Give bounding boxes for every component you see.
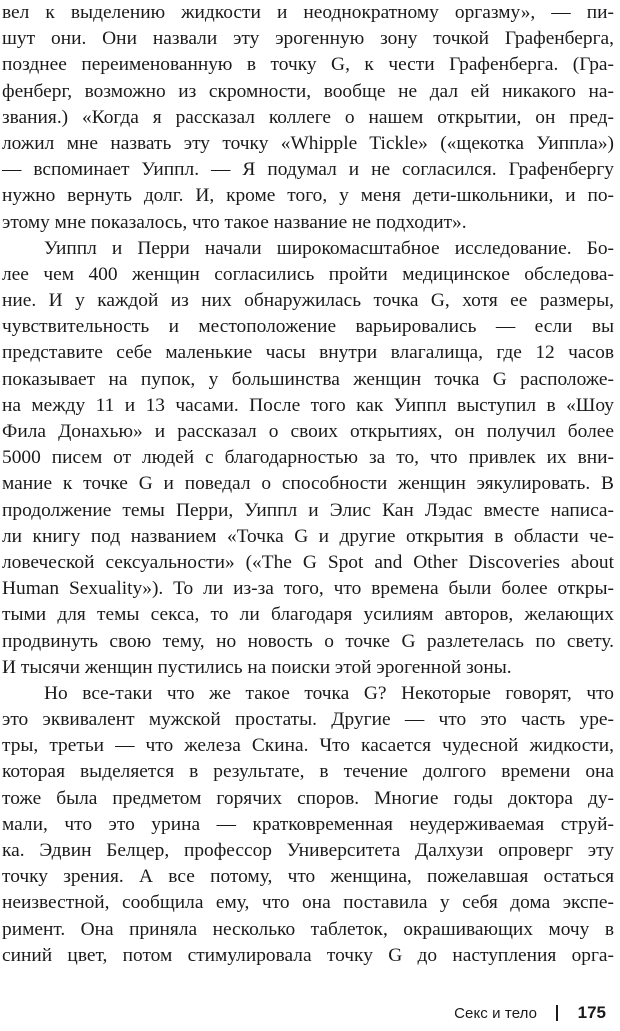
text-line: продвинуть свою тему, но новость о точке G разлетелась по свету. xyxy=(2,630,614,652)
text-line: — вспоминает Уиппл. — Я подумал и не согласился. Графенбергу xyxy=(2,159,614,181)
text-line: мание к точке G и поведал о способности женщин эякулировать. В xyxy=(2,473,614,495)
text-line: ли книгу под названием «Точка G и другие открытия в области че- xyxy=(2,525,614,547)
text-line: 5000 писем от людей с благодарностью за то, что привлек их вни- xyxy=(2,447,614,469)
text-line: представите себе маленькие часы внутри влагалища, где 12 часов xyxy=(2,342,614,364)
body-text xyxy=(2,0,614,969)
text-line: Human Sexuality»). То ли из-за того, что времена были более откры- xyxy=(2,578,614,600)
text-line: мали, что это урина — кратковременная неудерживаемая струй- xyxy=(2,813,614,835)
text-line: тоже была предметом горячих споров. Многие годы доктора ду- xyxy=(2,787,614,809)
text-line: продолжение темы Перри, Уиппл и Элис Кан Лэдас вместе написа- xyxy=(2,499,614,521)
text-line: показывает на пупок, у большинства женщин точка G расположе- xyxy=(2,368,614,390)
text-line: неизвестной, сообщила ему, что она поставила у себя дома экспе- xyxy=(2,892,614,914)
paragraph-first-line: Уиппл и Перри начали широкомасштабное исследование. Бо- xyxy=(44,237,614,259)
text-line: звания.) «Когда я рассказал коллеге о нашем открытии, он пред- xyxy=(2,106,614,128)
text-line: шут они. Они назвали эту эрогенную зону точкой Графенберга, xyxy=(2,28,614,50)
text-line: позднее переименованную в точку G, к чести Графенберга. (Гра- xyxy=(2,54,614,76)
page-footer xyxy=(454,1000,606,1026)
text-line: ловеческой сексуальности» («The G Spot and Other Discoveries about xyxy=(2,551,614,573)
text-line: римент. Она приняла несколько таблеток, окрашивающих мочу в xyxy=(2,918,614,940)
text-line: на между 11 и 13 часами. После того как Уиппл выступил в «Шоу xyxy=(2,394,614,416)
text-line: фенберг, возможно из скромности, вообще не дал ей никакого на- xyxy=(2,80,614,102)
page-number: 175 xyxy=(577,1003,606,1022)
text-line: тры, третьи — что железа Скина. Что касается чудесной жидкости, xyxy=(2,735,614,757)
running-head: Секс и тело xyxy=(454,1004,538,1022)
text-line: Фила Донахью» и рассказал о своих открытиях, он получил более xyxy=(2,421,614,442)
text-line: которая выделяется в результате, в течение долгого времени она xyxy=(2,761,614,783)
text-line: синий цвет, потом стимулировала точку G до наступления орга- xyxy=(2,944,614,966)
paragraph-first-line: Но все-таки что же такое точка G? Некоторые говорят, что xyxy=(44,682,614,704)
text-line: чувствительность и местоположение варьировались — если вы xyxy=(2,316,614,338)
text-line: И тысячи женщин пустились на поиски этой эрогенной зоны. xyxy=(2,656,512,678)
text-line: это эквивалент мужской простаты. Другие — что это часть уре- xyxy=(2,709,614,731)
text-line: ложил мне назвать эту точку «Whipple Tickle» («щекотка Уиппла») xyxy=(2,132,614,154)
text-line: ка. Эдвин Белцер, профессор Университета Далхузи опроверг эту xyxy=(2,840,614,861)
text-line: этому мне показалось, что такое название не подходит». xyxy=(2,211,467,233)
text-line: вел к выделению жидкости и неоднократному оргазму», — пи- xyxy=(2,2,614,23)
text-line: тыми для темы секса, то ли благодаря усилиям авторов, желающих xyxy=(2,604,614,626)
text-line: ние. И у каждой из них обнаружилась точка G, хотя ее размеры, xyxy=(2,290,614,312)
text-line: лее чем 400 женщин согласились пройти медицинское обследова- xyxy=(2,263,614,285)
text-line: точку зрения. А все потому, что женщина, пожелавшая остаться xyxy=(2,866,614,888)
footer-separator xyxy=(556,1005,558,1021)
text-line: нужно вернуть долг. И, кроме того, у меня дети-школьники, и по- xyxy=(2,185,614,207)
